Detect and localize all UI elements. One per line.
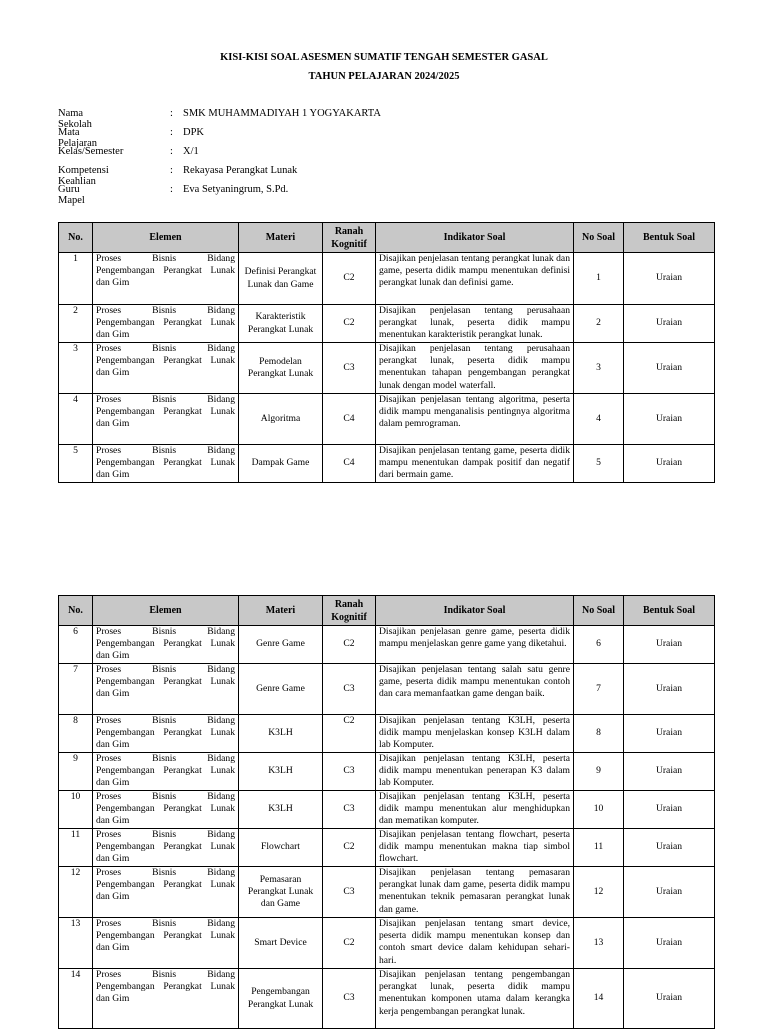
header-elemen: Elemen [93,596,239,626]
info-separator: : [170,127,173,138]
cell-indikator: Disajikan penjelasan genre game, peserta didik mampu menjelaskan genre game yang diketahui. [376,626,574,664]
cell-elemen: Proses Bisnis Bidang Pengembangan Perangkat Lunak dan Gim [93,918,239,969]
info-value: Rekayasa Perangkat Lunak [183,165,298,176]
table-row [59,969,715,1029]
cell-elemen: Proses Bisnis Bidang Pengembangan Perangkat Lunak dan Gim [93,715,239,753]
cell-bentuk: Uraian [624,969,715,1029]
header-no: No. [59,596,93,626]
cell-bentuk: Uraian [624,253,715,305]
cell-indikator: Disajikan penjelasan tentang perangkat lunak dan game, peserta didik mampu menentukan definisi perangkat lunak dan definisi game. [376,253,574,305]
cell-no-soal: 13 [574,918,624,969]
cell-ranah: C3 [323,867,376,918]
cell-elemen: Proses Bisnis Bidang Pengembangan Perangkat Lunak dan Gim [93,664,239,715]
info-label: Nama Sekolah [58,108,92,130]
info-separator: : [170,184,173,195]
info-separator: : [170,108,173,119]
cell-indikator: Disajikan penjelasan tentang K3LH, peserta didik mampu menentukan penerapan K3 dalam lab Komputer. [376,753,574,791]
cell-elemen: Proses Bisnis Bidang Pengembangan Perangkat Lunak dan Gim [93,394,239,445]
cell-no: 7 [59,664,93,715]
table-row [59,918,715,969]
cell-materi: Genre Game [239,626,323,664]
cell-no-soal: 7 [574,664,624,715]
cell-no: 9 [59,753,93,791]
cell-no: 13 [59,918,93,969]
header-bentuk: Bentuk Soal [624,223,715,253]
cell-no: 10 [59,791,93,829]
table-row [59,305,715,343]
header-materi: Materi [239,596,323,626]
info-value: Eva Setyaningrum, S.Pd. [183,184,289,195]
cell-materi: Definisi Perangkat Lunak dan Game [239,253,323,305]
header-indikator: Indikator Soal [376,596,574,626]
info-value: X/1 [183,146,199,157]
info-separator: : [170,165,173,176]
cell-indikator: Disajikan penjelasan tentang game, peserta didik mampu menentukan dampak positif dan negatif dari bermain game. [376,445,574,483]
cell-materi: K3LH [239,715,323,753]
table-row [59,867,715,918]
cell-ranah: C2 [323,626,376,664]
table-row [59,626,715,664]
cell-no-soal: 9 [574,753,624,791]
cell-elemen: Proses Bisnis Bidang Pengembangan Perangkat Lunak dan Gim [93,305,239,343]
cell-bentuk: Uraian [624,918,715,969]
cell-materi: Flowchart [239,829,323,867]
cell-materi: Pemodelan Perangkat Lunak [239,343,323,394]
cell-ranah: C3 [323,664,376,715]
cell-ranah: C2 [323,253,376,305]
cell-elemen: Proses Bisnis Bidang Pengembangan Perangkat Lunak dan Gim [93,445,239,483]
cell-bentuk: Uraian [624,305,715,343]
cell-bentuk: Uraian [624,715,715,753]
header-materi: Materi [239,223,323,253]
cell-no-soal: 3 [574,343,624,394]
cell-bentuk: Uraian [624,664,715,715]
cell-bentuk: Uraian [624,753,715,791]
header-no: No. [59,223,93,253]
cell-no-soal: 14 [574,969,624,1029]
cell-indikator: Disajikan penjelasan tentang smart device, peserta didik mampu menentukan konsep dan contoh smart device dalam kehidupan sehari-hari. [376,918,574,969]
cell-no-soal: 6 [574,626,624,664]
table-row [59,253,715,305]
table-row [59,343,715,394]
cell-indikator: Disajikan penjelasan tentang K3LH, peserta didik mampu menentukan alur menghidupkan dan mematikan komputer. [376,791,574,829]
cell-ranah: C3 [323,753,376,791]
cell-materi: Smart Device [239,918,323,969]
cell-ranah: C2 [323,715,376,753]
cell-elemen: Proses Bisnis Bidang Pengembangan Perangkat Lunak dan Gim [93,969,239,1029]
info-value: DPK [183,127,205,138]
info-label: Mata Pelajaran [58,127,98,149]
cell-no: 14 [59,969,93,1029]
header-ranah: Ranah Kognitif [323,223,376,253]
cell-no: 11 [59,829,93,867]
header-no-soal: No Soal [574,596,624,626]
cell-ranah: C3 [323,969,376,1029]
cell-elemen: Proses Bisnis Bidang Pengembangan Perangkat Lunak dan Gim [93,343,239,394]
header-no-soal: No Soal [574,223,624,253]
cell-no-soal: 5 [574,445,624,483]
cell-bentuk: Uraian [624,791,715,829]
cell-materi: Karakteristik Perangkat Lunak [239,305,323,343]
cell-no: 6 [59,626,93,664]
document-subtitle: TAHUN PELAJARAN 2024/2025 [308,71,460,82]
cell-no-soal: 1 [574,253,624,305]
cell-indikator: Disajikan penjelasan tentang perusahaan perangkat lunak, peserta didik mampu menentukan tahapan pengembangan perangkat lunak dengan model waterfall. [376,343,574,394]
cell-ranah: C2 [323,918,376,969]
cell-materi: Algoritma [239,394,323,445]
cell-elemen: Proses Bisnis Bidang Pengembangan Perangkat Lunak dan Gim [93,253,239,305]
cell-indikator: Disajikan penjelasan tentang algoritma, peserta didik mampu menganalisis pentingnya algoritma dalam pemrograman. [376,394,574,445]
cell-no: 2 [59,305,93,343]
cell-no-soal: 12 [574,867,624,918]
header-elemen: Elemen [93,223,239,253]
cell-bentuk: Uraian [624,445,715,483]
cell-ranah: C4 [323,445,376,483]
cell-no: 8 [59,715,93,753]
header-bentuk: Bentuk Soal [624,596,715,626]
table-row [59,753,715,791]
cell-ranah: C2 [323,829,376,867]
cell-indikator: Disajikan penjelasan tentang salah satu genre game, peserta didik mampu menentukan contoh dan cara memanfaatkan game dengan baik. [376,664,574,715]
cell-materi: Genre Game [239,664,323,715]
table-row [59,394,715,445]
cell-indikator: Disajikan penjelasan tentang K3LH, peserta didik mampu menjelaskan konsep K3LH dalam lab Komputer. [376,715,574,753]
cell-elemen: Proses Bisnis Bidang Pengembangan Perangkat Lunak dan Gim [93,791,239,829]
cell-indikator: Disajikan penjelasan tentang flowchart, peserta didik mampu menentukan makna tiap simbol flowchart. [376,829,574,867]
cell-no-soal: 4 [574,394,624,445]
cell-materi: Dampak Game [239,445,323,483]
document-title: KISI-KISI SOAL ASESMEN SUMATIF TENGAH SEMESTER GASAL [220,52,548,63]
info-label: Kelas/Semester [58,146,124,157]
cell-ranah: C2 [323,305,376,343]
cell-elemen: Proses Bisnis Bidang Pengembangan Perangkat Lunak dan Gim [93,867,239,918]
cell-ranah: C3 [323,343,376,394]
info-label: Kompetensi Keahlian [58,165,109,187]
cell-bentuk: Uraian [624,343,715,394]
cell-bentuk: Uraian [624,626,715,664]
cell-no: 4 [59,394,93,445]
cell-no-soal: 11 [574,829,624,867]
cell-no: 5 [59,445,93,483]
cell-materi: K3LH [239,791,323,829]
cell-bentuk: Uraian [624,867,715,918]
cell-no: 3 [59,343,93,394]
cell-materi: Pemasaran Perangkat Lunak dan Game [239,867,323,918]
cell-bentuk: Uraian [624,829,715,867]
info-value: SMK MUHAMMADIYAH 1 YOGYAKARTA [183,108,381,119]
cell-ranah: C3 [323,791,376,829]
grid-table-1 [58,222,715,483]
cell-no: 12 [59,867,93,918]
table-row [59,791,715,829]
header-ranah: Ranah Kognitif [323,596,376,626]
table-row [59,715,715,753]
cell-ranah: C4 [323,394,376,445]
info-label: Guru Mapel [58,184,85,206]
cell-elemen: Proses Bisnis Bidang Pengembangan Perangkat Lunak dan Gim [93,753,239,791]
cell-materi: Pengembangan Perangkat Lunak [239,969,323,1029]
table-row [59,829,715,867]
cell-no-soal: 8 [574,715,624,753]
table-row [59,664,715,715]
cell-indikator: Disajikan penjelasan tentang pengembangan perangkat lunak, peserta didik mampu menentukan komponen utama dalam kerangka kerja pengembangan perangkat lunak. [376,969,574,1029]
cell-indikator: Disajikan penjelasan tentang perusahaan perangkat lunak, peserta didik mampu menentukan karakteristik perangkat lunak. [376,305,574,343]
grid-table-2 [58,595,715,1029]
cell-materi: K3LH [239,753,323,791]
cell-no: 1 [59,253,93,305]
cell-elemen: Proses Bisnis Bidang Pengembangan Perangkat Lunak dan Gim [93,626,239,664]
cell-elemen: Proses Bisnis Bidang Pengembangan Perangkat Lunak dan Gim [93,829,239,867]
cell-bentuk: Uraian [624,394,715,445]
table-header-row [59,223,715,253]
cell-no-soal: 2 [574,305,624,343]
header-indikator: Indikator Soal [376,223,574,253]
cell-indikator: Disajikan penjelasan tentang pemasaran perangkat lunak dam game, peserta didik mampu menentukan teknik pemasaran perangkat lunak dan game. [376,867,574,918]
table-row [59,445,715,483]
table-header-row [59,596,715,626]
info-separator: : [170,146,173,157]
cell-no-soal: 10 [574,791,624,829]
